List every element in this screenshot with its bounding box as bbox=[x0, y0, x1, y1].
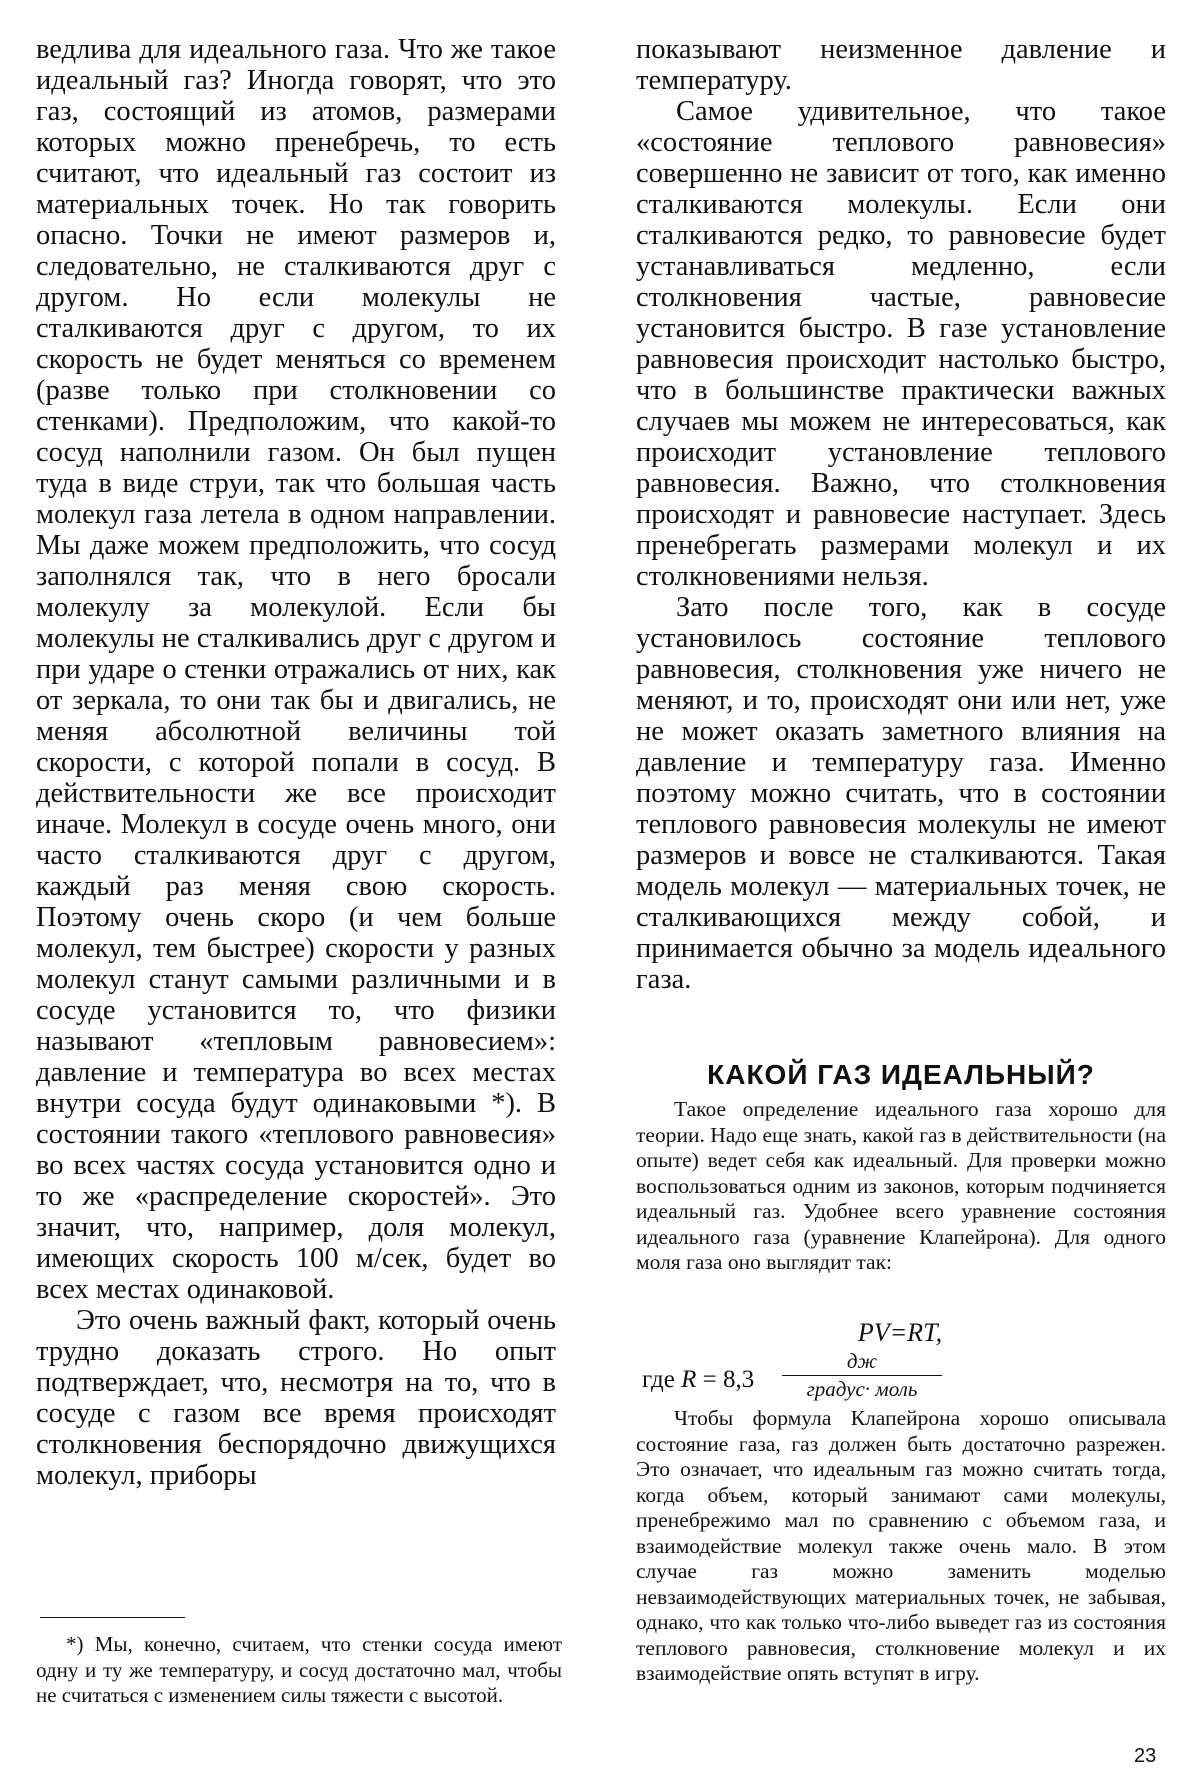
formula-where: где bbox=[642, 1366, 675, 1393]
body-paragraph: ведлива для идеального газа. Что же такое идеальный газ? Иногда говорят, что это газ, состоящий из атомов, размерами которых можно пренебречь, то есть считают, что идеальный газ состоит из материальных точек. Но так говорить опасно. Точки не имеют размеров и, следовательно, не сталкиваются друг с другом. Но если молекулы не сталкиваются друг с другом, то их скорость не будет меняться со временем (разве только при столкновении со стенками). Предположим, что какой-то сосуд наполнили газом. Он был пущен туда в виде струи, так что большая часть молекул газа летела в одном направлении. Мы даже можем предположить, что сосуд заполнялся так, что в него бросали молекулу за молекулой. Если бы молекулы не сталкивались друг с другом и при ударе о стенки отражались от них, как от зеркала, то они так бы и двигались, не меняя абсолютной величины той скорости, с которой попали в сосуд. В действительности же все происходит иначе. Молекул в сосуде очень много, они часто сталкиваются друг с другом, каждый раз меняя свою скорость. Поэтому очень скоро (и чем больше молекул, тем быстрее) скорости у разных молекул станут самыми различными и в сосуде установится то, что физики называют «тепловым равновесием»: давление и температура во всех местах внутри сосуда будут одинаковыми *). В состоянии такого «теплового равновесия» во всех частях сосуда установится одно и то же «распределение скоростей». Это значит, что, например, доля молекул, имеющих скорость 100 м/сек, будет во всех местах одинаковой. bbox=[36, 34, 556, 1305]
formula-lhs bbox=[642, 1366, 754, 1394]
footnote: *) Мы, конечно, считаем, что стенки сосуда имеют одну и ту же температуру, и сосуд достаточно мал, чтобы не считаться с изменением силы тяжести с высотой. bbox=[36, 1632, 562, 1707]
section-paragraph: Такое определение идеального газа хорошо для теории. Надо еще знать, какой газ в действительности (на опыте) ведет себя как идеальный. Для проверки можно воспользоваться одним из законов, которым подчиняется идеальный газ. Удобнее всего уравнение состояния идеального газа (уравнение Клапейрона). Для одного моля газа оно выглядит так: bbox=[636, 1097, 1166, 1274]
formula-symbol-r: R bbox=[681, 1366, 697, 1393]
body-paragraph: Это очень важный факт, который очень трудно доказать строго. Но опыт подтверждает, что, несмотря на то, что в сосуде с газом все время происходят столкновения беспорядочно движущихся молекул, приборы bbox=[36, 1305, 556, 1491]
formula-value: = 8,3 bbox=[702, 1366, 755, 1393]
formula-clapeyron: PV=RT, bbox=[857, 1318, 943, 1347]
formula-fraction bbox=[782, 1348, 942, 1402]
left-column bbox=[36, 34, 556, 1491]
footnote-divider bbox=[40, 1617, 185, 1618]
page-number: 23 bbox=[1134, 1745, 1157, 1767]
body-paragraph: показывают неизменное давление и температуру. bbox=[636, 34, 1166, 96]
body-paragraph: Зато после того, как в сосуде установилось состояние теплового равновесия, столкновения уже ничего не меняют, и то, происходят они или нет, уже не может оказать заметного влияния на давление и температуру газа. Именно поэтому можно считать, что в состоянии теплового равновесия молекулы не имеют размеров и вовсе не сталкиваются. Такая модель молекул — материальных точек, не сталкивающихся между собой, и принимается обычно за модель идеального газа. bbox=[636, 592, 1166, 995]
formula-numerator: дж bbox=[782, 1348, 942, 1376]
right-column bbox=[636, 34, 1166, 995]
section-heading: КАКОЙ ГАЗ ИДЕАЛЬНЫЙ? bbox=[707, 1059, 1095, 1090]
section-paragraph: Чтобы формула Клапейрона хорошо описывала состояние газа, газ должен быть достаточно разрежен. Это означает, что идеальным газ можно считать тогда, когда объем, который занимают сами молекулы, пренебрежимо мал по сравнению с объемом газа, и взаимодействие молекул также очень мало. В этом случае газ можно заменить моделью невзаимодействующих материальных точек, не забывая, однако, что как только что-либо выведет газ из состояния теплового равновесия, столкновение молекул и их взаимодействие опять вступят в игру. bbox=[636, 1406, 1166, 1685]
formula-denominator: градус· моль bbox=[806, 1377, 918, 1401]
body-paragraph: Самое удивительное, что такое «состояние теплового равновесия» совершенно не зависит от того, как именно сталкиваются молекулы. Если они сталкиваются редко, то равновесие будет устанавливаться медленно, если столкновения частые, равновесие установится быстро. В газе установление равновесия происходит настолько быстро, что в большинстве практически важных случаев мы можем не интересоваться, как происходит установление теплового равновесия. Важно, что столкновения происходят и равновесие наступает. Здесь пренебрегать размерами молекул и их столкновениями нельзя. bbox=[636, 96, 1166, 592]
